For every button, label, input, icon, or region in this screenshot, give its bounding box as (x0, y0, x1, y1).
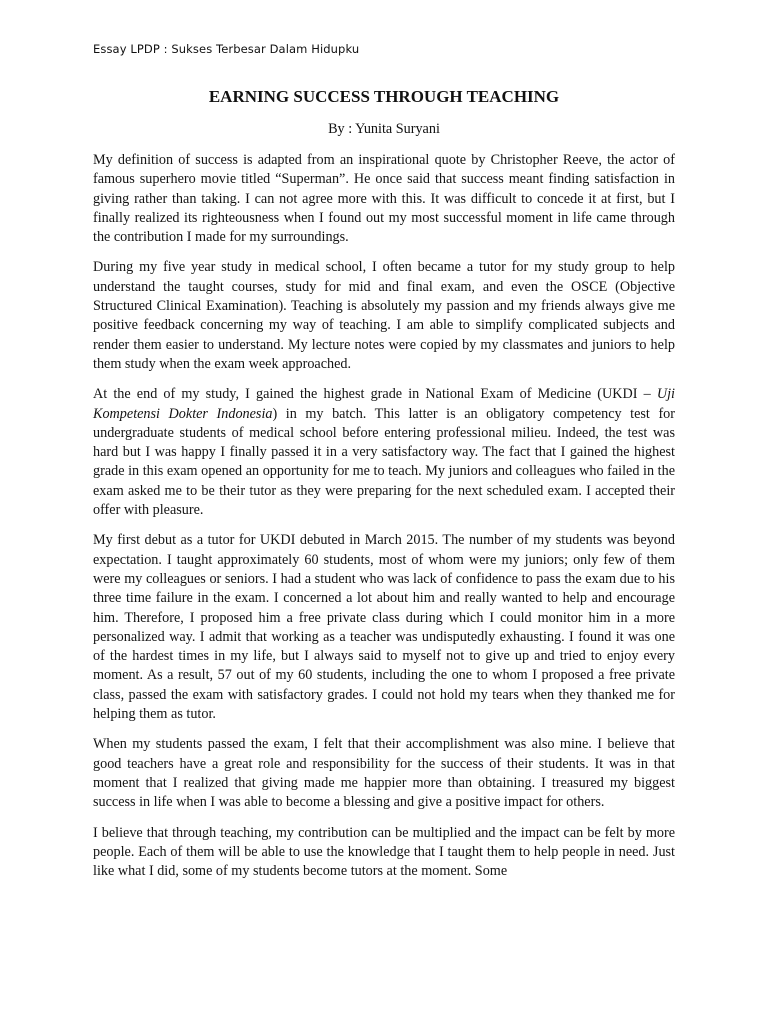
paragraph-3-italic: Uji Kompetensi Dokter Indonesia (93, 386, 675, 422)
paragraph-3-part-b: ) in my batch. This latter is an obligatory competency test for undergraduate students of medical school before entering professional milieu. Indeed, the test was hard but I was happy I finally passed it in a very satisfactory way. The fact that I gained the highest grade in this exam opened an opportunity for me to teach. My juniors and colleagues who failed in the exam asked me to be their tutor as they were preparing for the next scheduled exam. I accepted their offer with pleasure. (93, 405, 675, 519)
paragraph-4: My first debut as a tutor for UKDI debuted in March 2015. The number of my students was beyond expectation. I taught approximately 60 students, most of whom were my juniors; only few of them were my colleagues or seniors. I had a student who was lack of confidence to pass the exam due to his three time failure in the exam. I concerned a lot about him and really wanted to help and encourage him. Therefore, I proposed him a free private class during which I could monitor him in a more personalized way. I admit that working as a teacher was undisputedly exhausting. I found it was one of the hardest times in my life, but I always said to myself not to give up and tried to enjoy every moment. As a result, 57 out of my 60 students, including the one to whom I proposed a free private class, passed the exam with satisfactory grades. I could not hold my tears when they thanked me for helping them as tutor. (93, 532, 675, 723)
paragraph-6: I believe that through teaching, my contribution can be multiplied and the impact can be felt by more people. Each of them will be able to use the knowledge that I taught them to help people in need. Just like what I did, some of my students become tutors at the moment. Some (93, 824, 675, 880)
paragraph-3 (93, 385, 675, 520)
paragraph-5: When my students passed the exam, I felt that their accomplishment was also mine. I believe that good teachers have a great role and responsibility for the success of their students. It was in that moment that I realized that giving made me happier more than obtaining. I treasured my biggest success in life when I was able to become a blessing and give a positive impact for others. (93, 736, 675, 811)
author-byline: By : Yunita Suryani (328, 121, 440, 137)
page-header: Essay LPDP : Sukses Terbesar Dalam Hidupku (93, 42, 360, 56)
paragraph-3-part-a: At the end of my study, I gained the highest grade in National Exam of Medicine (UKDI – (93, 386, 657, 403)
paragraph-1: My definition of success is adapted from an inspirational quote by Christopher Reeve, the actor of famous superhero movie titled “Superman”. He once said that success meant finding satisfaction in giving rather than taking. I can not agree more with this. It was difficult to concede it at first, but I finally realized its righteousness when I found out my most successful moment in life came through the contribution I made for my surroundings. (93, 152, 675, 246)
essay-body (93, 151, 675, 892)
essay-title: EARNING SUCCESS THROUGH TEACHING (208, 87, 560, 106)
paragraph-2: During my five year study in medical school, I often became a tutor for my study group to help understand the taught courses, study for mid and final exam, and even the OSCE (Objective Structured Clinical Examination). Teaching is absolutely my passion and my friends always give me positive feedback concerning my way of teaching. I am able to simplify complicated subjects and render them easier to understand. My lecture notes were copied by my classmates and juniors to help them study when the exam week approached. (93, 259, 675, 372)
